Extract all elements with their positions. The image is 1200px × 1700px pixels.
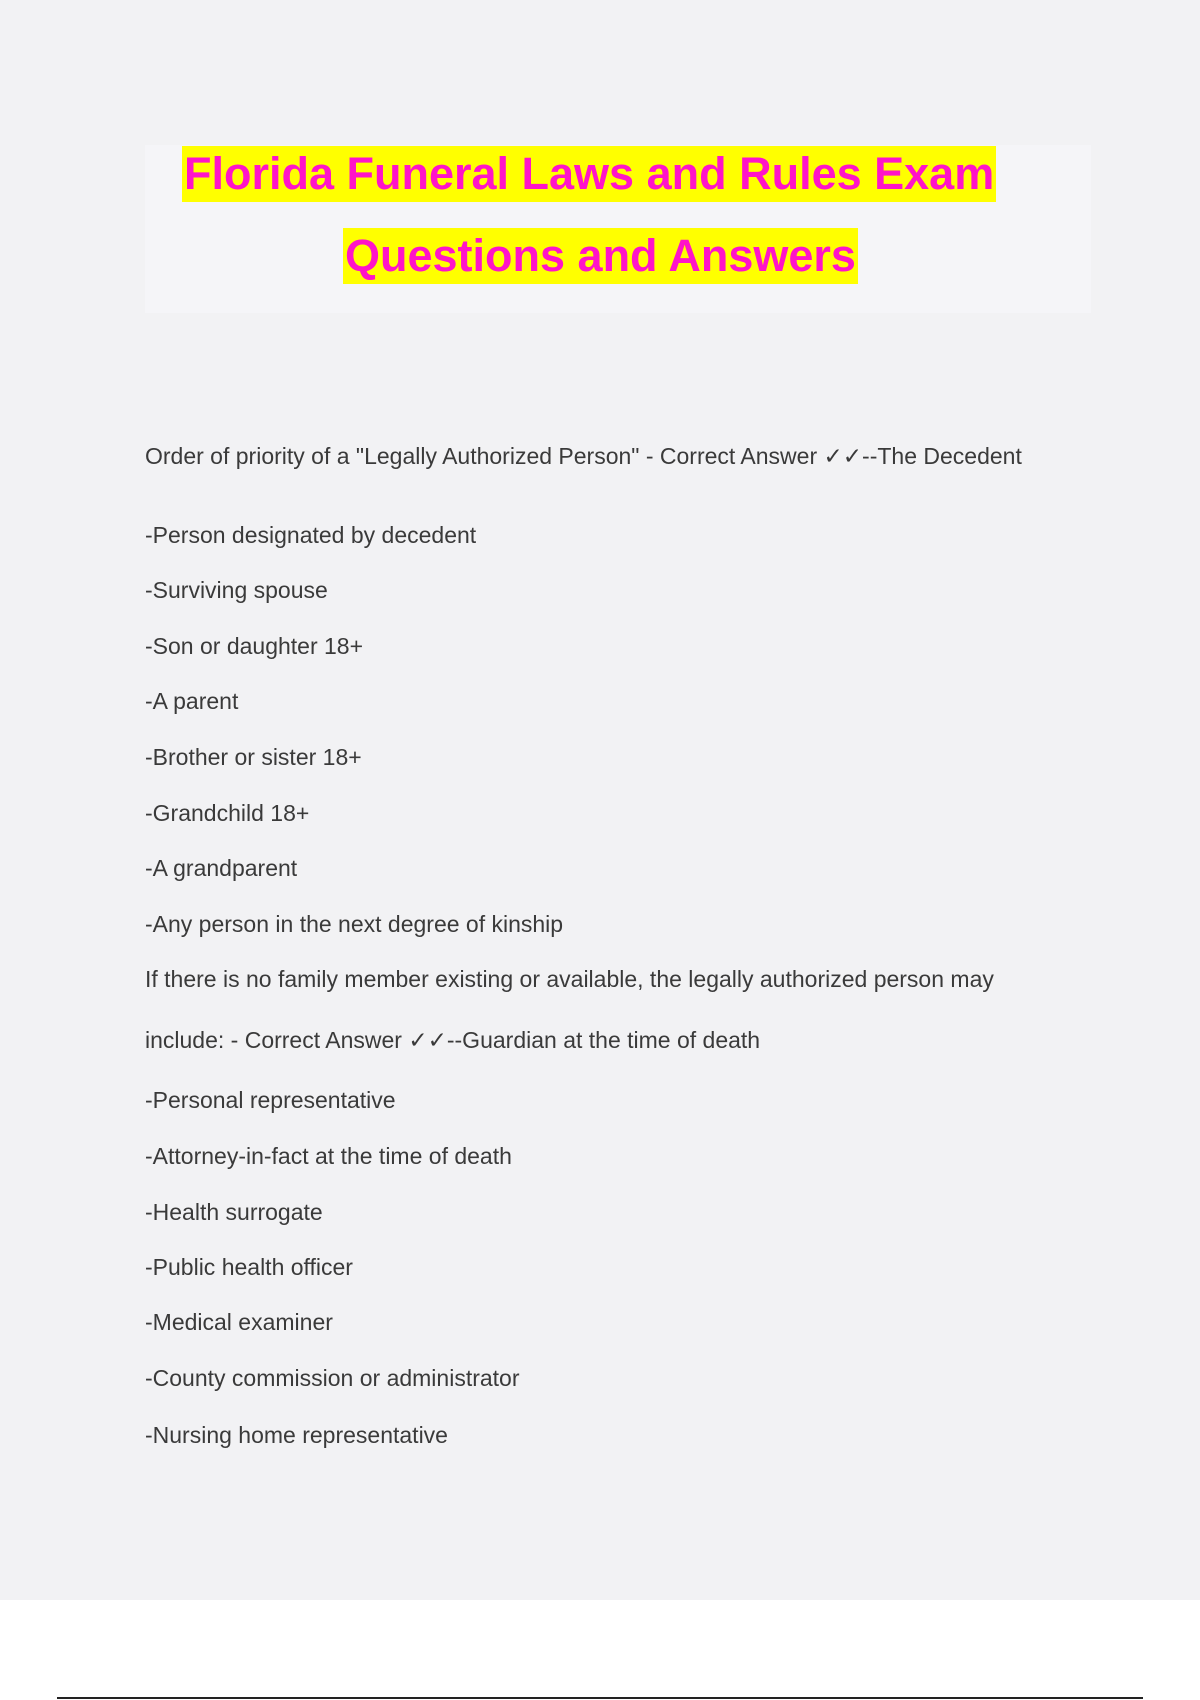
answer-list-item: -A grandparent [145,855,298,881]
answer-list-item: -A parent [145,688,239,714]
answer-list-item: -Medical examiner [145,1309,333,1335]
page-divider [57,1697,1143,1699]
answer-list-item: -Son or daughter 18+ [145,633,364,659]
answer-list-item: -Person designated by decedent [145,522,477,548]
title-block [145,145,1091,313]
answer-list-item: -Nursing home representative [145,1422,448,1448]
document-title-line-2: Questions and Answers [343,228,858,284]
answer-list-item: -Health surrogate [145,1199,323,1225]
question-2-text: If there is no family member existing or available, the legally authorized person may [145,966,994,992]
question-2-answer: include: - Correct Answer ✓✓--Guardian at the time of death [145,1027,761,1053]
answer-list-item: -Personal representative [145,1087,396,1113]
answer-list-item: -Surviving spouse [145,577,328,603]
document-title-line-1: Florida Funeral Laws and Rules Exam [182,146,996,202]
question-1-text: Order of priority of a "Legally Authorized Person" - Correct Answer ✓✓--The Decedent [145,443,1022,469]
answer-list-item: -Attorney-in-fact at the time of death [145,1143,512,1169]
answer-list-item: -Any person in the next degree of kinship [145,911,564,937]
answer-list-item: -County commission or administrator [145,1365,520,1391]
answer-list-item: -Brother or sister 18+ [145,744,362,770]
answer-list-item: -Grandchild 18+ [145,800,310,826]
answer-list-item: -Public health officer [145,1254,353,1280]
